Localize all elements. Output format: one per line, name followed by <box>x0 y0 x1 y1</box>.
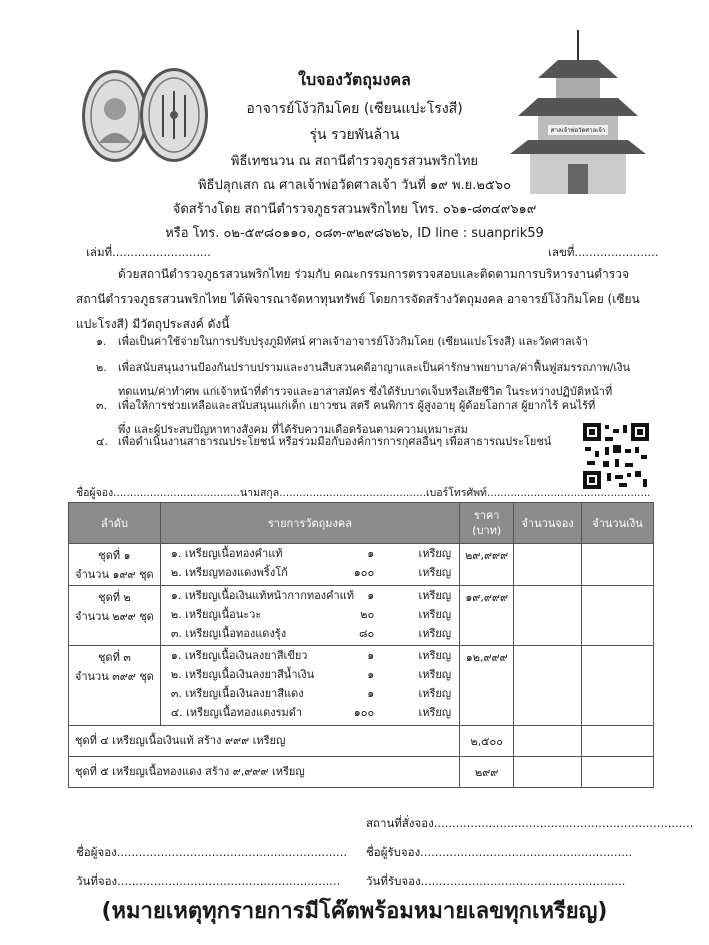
item-label: ๓. เหรียญเนื้อเงินลงยาสีแดง <box>170 687 304 700</box>
shrine-sign: ศาลเจ้าพ่อวัดศาลเจ้า <box>548 125 608 135</box>
receive-date-field[interactable]: วันที่รับจอง........................................................ <box>366 874 626 888</box>
ceremony-line-2: พิธีปลุกเสก ณ ศาลเจ้าพ่อวัดศาลเจ้า วันที่ ๑๙ พ.ย.๒๕๖๐ <box>197 178 511 193</box>
quantity-cell[interactable] <box>514 646 582 726</box>
item-label: ๒. เหรียญเนื้อเงินลงยาสีน้ำเงิน <box>170 668 315 681</box>
amount-cell[interactable] <box>582 757 654 788</box>
item-unit: เหรียญ <box>418 706 452 719</box>
set-price: ๑๒,๙๙๙ <box>460 646 514 726</box>
table-row <box>69 544 654 586</box>
series-name: รุ่น รวยพันล้าน <box>309 127 400 143</box>
item-unit: เหรียญ <box>418 649 452 662</box>
item-unit: เหรียญ <box>418 547 452 560</box>
item-row <box>161 684 459 703</box>
table-row <box>69 646 654 726</box>
item-label: ๒. เหรียญเนื้อนะวะ <box>170 608 262 621</box>
col-header-quantity: จำนวนจอง <box>514 503 582 544</box>
item-unit: เหรียญ <box>418 687 452 700</box>
set-4-label: ชุดที่ ๔ เหรียญเนื้อเงินแท้ สร้าง ๙๙๙ เหรียญ <box>69 726 460 757</box>
set-price: ๒๙,๙๙๙ <box>460 544 514 586</box>
item-unit: เหรียญ <box>418 589 452 602</box>
item-qty: ๑๐๐ <box>353 566 375 579</box>
objective-4 <box>96 430 578 454</box>
set-amount: จำนวน ๑๙๙ ชุด <box>75 568 154 581</box>
set-items <box>160 646 459 726</box>
set-cell <box>69 544 161 586</box>
intro-text: ด้วยสถานีตำรวจภูธรสวนพริกไทย ร่วมกับ คณะกรรมการตรวจสอบและติดตามการบริหารงานตำรวจสถานีตำรวจภูธรสวนพริกไทย ได้พิจารณาจัดหาทุนทรัพย์ โดยการจัดสร้างวัตถุมงคล อาจารย์โง้วกิมโคย (เซียนแปะโรงสี) มีวัตถุประสงค์ ดังนี้ <box>76 267 640 331</box>
item-row <box>161 665 459 684</box>
amount-cell[interactable] <box>582 726 654 757</box>
item-row <box>161 563 459 582</box>
order-place-field[interactable]: สถานที่สั่งจอง....................................................................... <box>366 816 694 830</box>
set-name: ชุดที่ ๑ <box>98 549 131 562</box>
item-qty: ๑ <box>367 687 375 700</box>
set-price: ๒๙๙ <box>460 757 514 788</box>
objective-number: ๓. <box>96 399 108 412</box>
objective-number: ๔. <box>96 435 108 448</box>
item-label: ๓. เหรียญเนื้อทองแดงรุ้ง <box>170 627 287 640</box>
qr-code <box>583 423 649 489</box>
set-items <box>160 544 459 586</box>
item-label: ๑. เหรียญเนื้อเงินแท้หน้ากากทองคำแท้ <box>170 589 354 602</box>
set-price: ๑๙,๙๙๙ <box>460 586 514 646</box>
item-qty: ๘๐ <box>358 627 375 640</box>
set-amount: จำนวน ๓๙๙ ชุด <box>74 670 154 683</box>
col-header-price: ราคา (บาท) <box>460 503 514 544</box>
footer-note: (หมายเหตุทุกรายการมีโค๊ตพร้อมหมายเลขทุกเหรียญ) <box>101 899 608 924</box>
item-qty: ๑ <box>367 649 375 662</box>
objective-number: ๒. <box>96 361 107 374</box>
item-label: ๑. เหรียญเนื้อเงินลงยาสีเขียว <box>170 649 308 662</box>
objective-text: เพื่อดำเนินงานสาธารณประโยชน์ หรือร่วมมือกับองค์การการกุศลอื่นๆ เพื่อสาธารณประโยชน์ <box>118 435 552 448</box>
set-amount: จำนวน ๒๙๙ ชุด <box>75 610 154 623</box>
col-header-items: รายการวัตถุมงคล <box>160 503 459 544</box>
objective-text: เพื่อเป็นค่าใช้จ่ายในการปรับปรุงภูมิทัศน์ ศาลเจ้าอาจารย์โง้วกิมโคย (เซียนแปะโรงสี) และวัดศาลเจ้า <box>118 335 588 348</box>
item-row <box>161 703 459 722</box>
receiver-name-field[interactable]: ชื่อผู้รับจอง.......................................................... <box>366 845 633 859</box>
col-header-order: ลำดับ <box>69 503 161 544</box>
document-number-field: เลขที่....................... <box>548 245 659 259</box>
item-row <box>161 624 459 643</box>
organizer-line: จัดสร้างโดย สถานีตำรวจภูธรสวนพริกไทย โทร. ๐๖๑-๘๓๔๙๖๑๙ <box>172 202 537 217</box>
item-qty: ๑ <box>367 547 375 560</box>
set-cell <box>69 646 161 726</box>
amount-cell[interactable] <box>582 544 654 586</box>
ceremony-line-1: พิธีเทชนวน ณ สถานีตำรวจภูธรสวนพริกไทย <box>230 154 479 169</box>
item-row <box>161 646 459 665</box>
item-label: ๑. เหรียญเนื้อทองคำแท้ <box>170 547 283 560</box>
table-row <box>69 586 654 646</box>
guru-name: อาจารย์โง้วกิมโคย (เซียนแปะโรงสี) <box>246 101 463 117</box>
item-unit: เหรียญ <box>418 608 452 621</box>
table-header-row <box>69 503 654 544</box>
quantity-cell[interactable] <box>514 757 582 788</box>
item-label: ๔. เหรียญเนื้อทองแดงรมดำ <box>170 706 303 719</box>
quantity-cell[interactable] <box>514 544 582 586</box>
table-row <box>69 757 654 788</box>
amount-cell[interactable] <box>582 646 654 726</box>
quantity-cell[interactable] <box>514 586 582 646</box>
booker-name-field[interactable]: ชื่อผู้จอง............................................................... <box>76 845 348 859</box>
objective-text: เพื่อสนับสนุนงานป้องกันปราบปรามและงานสืบสวนคดีอาญาและเป็นค่ารักษาพยาบาล/ค่าฟื้นฟูสมรรถภาพ/เงินทดแทน/ค่าทำศพ แก่เจ้าหน้าที่ตำรวจและอาสาสมัคร ซึ่งได้รับบาดเจ็บหรือเสียชีวิต ในระหว่างปฏิบัติหน้าที่ <box>118 361 631 398</box>
item-row <box>161 605 459 624</box>
objective-number: ๑. <box>96 335 107 348</box>
item-qty: ๒๐ <box>360 608 375 621</box>
table-row <box>69 726 654 757</box>
item-unit: เหรียญ <box>418 627 452 640</box>
objective-1 <box>96 330 648 354</box>
objective-text: เพื่อให้การช่วยเหลือและสนับสนุนแก่เด็ก เยาวชน สตรี คนพิการ ผู้สูงอายุ ผู้ด้อยโอกาส ผู้ยากไร้ คนไร้ที่พึ่ง และผู้ประสบปัญหาทางสังคม ที่ได้รับความเดือดร้อนตามความเหมาะสม <box>118 399 596 436</box>
set-name: ชุดที่ ๓ <box>97 651 131 664</box>
col-header-amount: จำนวนเงิน <box>582 503 654 544</box>
item-unit: เหรียญ <box>418 668 452 681</box>
item-unit: เหรียญ <box>418 566 452 579</box>
quantity-cell[interactable] <box>514 726 582 757</box>
booker-info-line: ชื่อผู้จอง......................................นามสกุล............................................เบอร์โทรศัพท์................................................. <box>76 487 651 499</box>
item-qty: ๑ <box>367 668 375 681</box>
amount-cell[interactable] <box>582 586 654 646</box>
item-label: ๒. เหรียญทองแดงพริ้งโก้ <box>170 566 288 579</box>
set-name: ชุดที่ ๒ <box>98 591 131 604</box>
page-title: ใบจองวัตถุมงคล <box>298 70 411 89</box>
booking-date-field[interactable]: วันที่จอง............................................................. <box>76 874 341 888</box>
item-qty: ๑ <box>367 589 375 602</box>
item-row <box>161 586 459 605</box>
set-price: ๒,๕๐๐ <box>460 726 514 757</box>
set-5-label: ชุดที่ ๕ เหรียญเนื้อทองแดง สร้าง ๙,๙๙๙ เหรียญ <box>69 757 460 788</box>
set-cell <box>69 586 161 646</box>
contact-line: หรือ โทร. ๐๒-๕๙๘๐๑๑๐, ๐๘๓-๙๒๙๘๖๒๖, ID line : suanprik59 <box>165 226 544 241</box>
item-row <box>161 544 459 563</box>
set-items <box>160 586 459 646</box>
order-table <box>68 502 654 788</box>
book-number-field: เล่มที่........................... <box>86 245 211 259</box>
intro-paragraph <box>76 262 651 337</box>
item-qty: ๑๐๐ <box>353 706 375 719</box>
